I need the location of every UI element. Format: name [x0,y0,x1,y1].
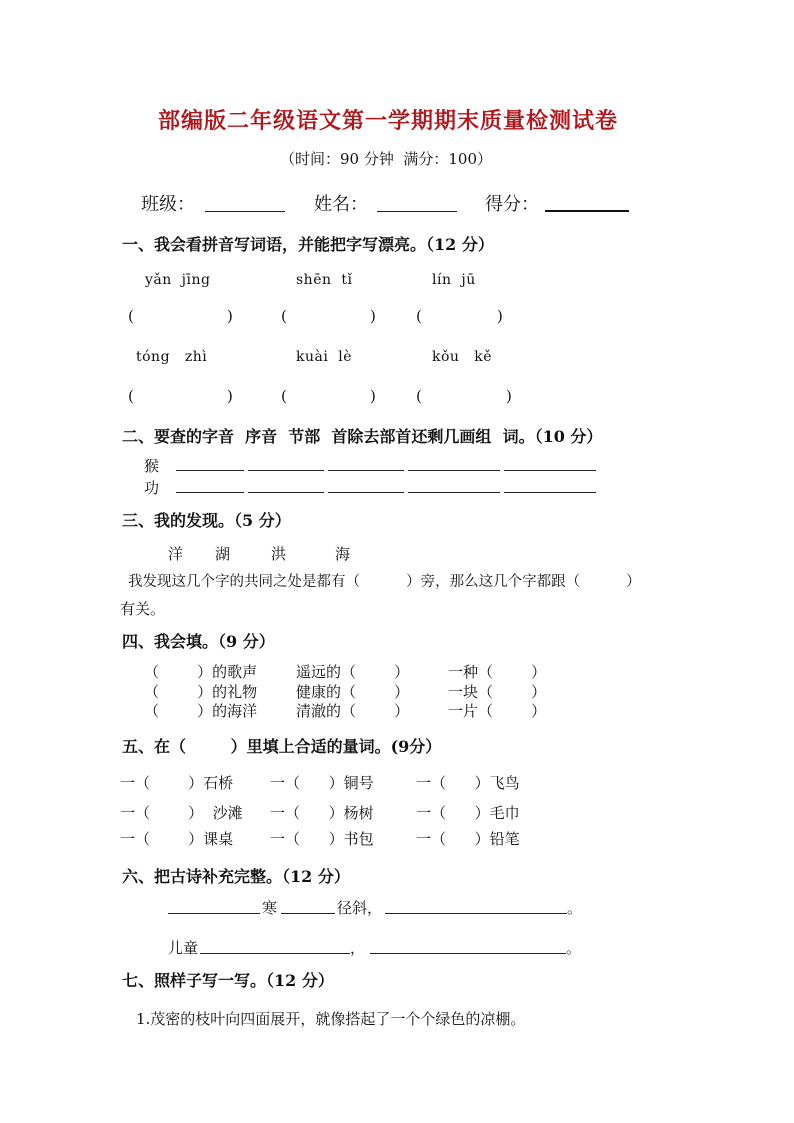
lookup-char: 功 [144,479,160,497]
answer-line[interactable] [176,470,244,471]
pinyin: shēn tǐ [296,272,353,288]
measure-word-item: 一（ ）毛巾 [416,804,520,822]
exam-subtitle: （时间：90 分钟 满分：100） [280,150,493,168]
poem-blank[interactable] [168,913,260,914]
answer-line[interactable] [504,492,596,493]
section-4-heading: 四、我会填。（9 分） [122,632,275,651]
answer-paren-close: ) [227,387,233,405]
section-7-heading: 七、照样子写一写。（12 分） [122,971,334,990]
pinyin: kǒu kě [432,349,493,365]
name-label: 姓名： [314,194,368,215]
section-6-heading: 六、把古诗补充完整。（12 分） [122,867,350,886]
pinyin: tóng zhì [136,349,208,365]
answer-paren-open: ( [416,387,422,405]
poem-text: 径斜， [337,899,383,917]
pinyin: lín jū [432,272,476,288]
answer-line[interactable] [328,492,404,493]
fill-item: 健康的（ ） [296,683,410,701]
answer-line[interactable] [408,470,500,471]
measure-word-item: 一（ ）杨树 [270,804,374,822]
answer-paren-close: ) [227,307,233,325]
class-label: 班级： [141,194,195,215]
poem-text: 儿童 [168,939,199,957]
example-sentence: 1.茂密的枝叶向四面展开，就像搭起了一个个绿色的凉棚。 [136,1010,526,1028]
answer-paren-close: ) [506,387,512,405]
pinyin: yǎn jīng [145,272,211,288]
answer-paren-open: ( [281,307,287,325]
example-char: 洪 [271,545,287,563]
example-char: 海 [335,545,351,563]
answer-paren-close: ) [370,387,376,405]
section-5-heading: 五、在（ ）里填上合适的量词。(9分） [122,737,442,756]
name-blank[interactable] [377,211,457,212]
fill-item: 清澈的（ ） [296,702,410,720]
poem-text: 。 [567,899,583,917]
answer-line[interactable] [328,470,404,471]
poem-text: 。 [566,939,582,957]
fill-item: （ ）的礼物 [144,683,258,701]
lookup-char: 猴 [144,457,160,475]
measure-word-item: 一（ ） 沙滩 [120,804,243,822]
fill-item: 一片（ ） [448,702,547,720]
answer-paren-close: ) [370,307,376,325]
answer-paren-open: ( [281,387,287,405]
example-char: 洋 [168,545,184,563]
discovery-sentence-end: 有关。 [120,600,166,618]
measure-word-item: 一（ ）书包 [270,830,374,848]
answer-paren-close: ) [497,307,503,325]
page-title: 部编版二年级语文第一学期期末质量检测试卷 [158,108,619,134]
poem-text: ， [350,939,366,957]
fill-item: 遥远的（ ） [296,663,410,681]
answer-paren-open: ( [416,307,422,325]
answer-line[interactable] [176,492,244,493]
answer-line[interactable] [408,492,500,493]
answer-line[interactable] [504,470,596,471]
measure-word-item: 一（ ）石桥 [120,774,234,792]
poem-blank[interactable] [200,953,350,954]
class-blank[interactable] [205,211,285,212]
measure-word-item: 一（ ）课桌 [120,830,234,848]
fill-item: 一块（ ） [448,683,547,701]
section-1-heading: 一、我会看拼音写词语，并能把字写漂亮。（12 分） [122,235,494,254]
score-label: 得分： [485,194,539,215]
answer-paren-open: ( [128,307,134,325]
answer-line[interactable] [248,470,324,471]
measure-word-item: 一（ ）飞鸟 [416,774,520,792]
pinyin: kuài lè [296,349,352,365]
poem-blank[interactable] [370,953,566,954]
section-3-heading: 三、我的发现。（5 分） [122,511,291,530]
discovery-sentence: 我发现这几个字的共同之处是都有（ ）旁，那么这几个字都跟（ ） [128,574,641,590]
answer-paren-open: ( [128,387,134,405]
poem-blank[interactable] [385,913,567,914]
measure-word-item: 一（ ）铅笔 [416,830,520,848]
fill-item: （ ）的海洋 [144,702,258,720]
poem-text: 寒 [262,899,278,917]
poem-blank[interactable] [281,913,335,914]
answer-line[interactable] [248,492,324,493]
fill-item: （ ）的歌声 [144,663,258,681]
score-blank[interactable] [545,210,629,212]
fill-item: 一种（ ） [448,663,547,681]
section-2-heading: 二、要查的字音 序音 节部 首除去部首还剩几画组 词。（10 分） [122,427,603,446]
example-char: 湖 [215,545,231,563]
measure-word-item: 一（ ）铜号 [270,774,374,792]
